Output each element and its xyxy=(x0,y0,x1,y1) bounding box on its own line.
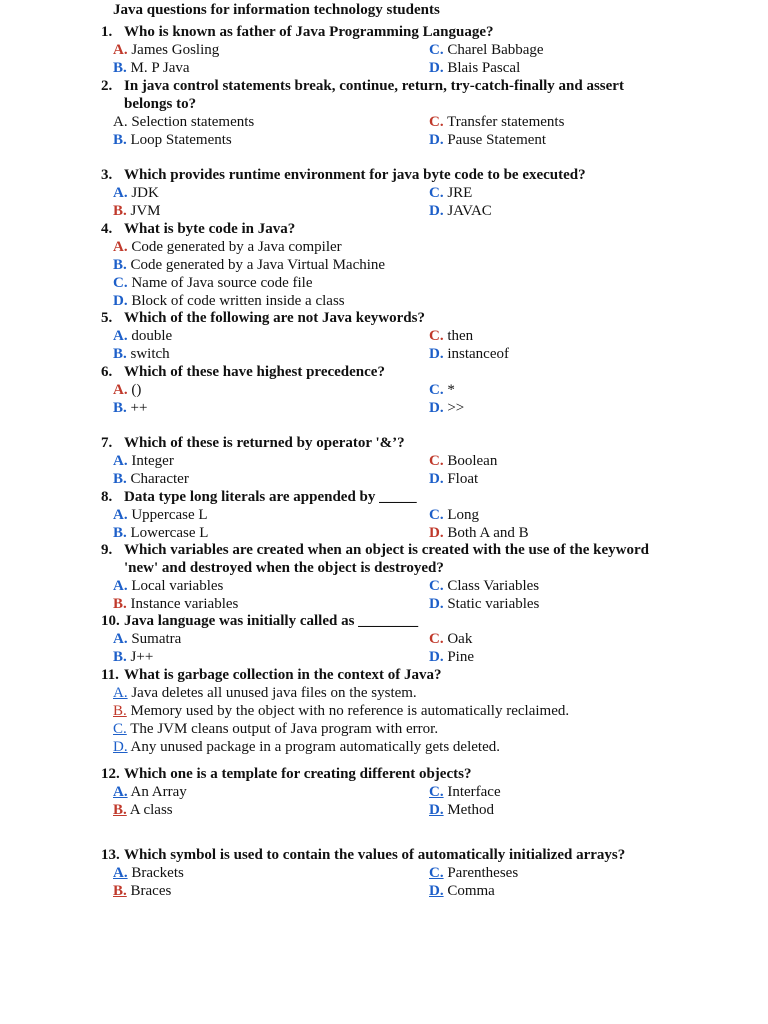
option-text: switch xyxy=(130,346,170,362)
option-c xyxy=(429,452,497,470)
option-letter: D. xyxy=(113,293,128,309)
option-text: Integer xyxy=(131,453,174,469)
option-letter: A. xyxy=(113,382,128,398)
option-d xyxy=(429,882,495,900)
option-d xyxy=(429,345,509,363)
option-letter: C. xyxy=(429,382,444,398)
option-text: Local variables xyxy=(131,578,224,594)
question-number: 11. xyxy=(101,667,119,683)
question-heading xyxy=(0,220,768,238)
question-number: 7. xyxy=(101,435,113,451)
question-text: Which variables are created when an object is created with the use of the keyword 'new' and destroyed when the object is destroyed? xyxy=(124,542,649,576)
option-letter: B. xyxy=(113,60,127,76)
option-text: Character xyxy=(130,471,189,487)
option-text: Brackets xyxy=(131,865,184,881)
option-letter: A. xyxy=(113,453,128,469)
question-text: Which one is a template for creating different objects? xyxy=(124,766,472,782)
option-text: then xyxy=(447,328,474,344)
option-text: JVM xyxy=(130,203,161,219)
option-letter: C. xyxy=(113,275,128,291)
option-d xyxy=(429,399,464,417)
option-text: Instance variables xyxy=(130,596,239,612)
option-letter: A. xyxy=(113,42,128,58)
option-c xyxy=(429,630,472,648)
question-9 xyxy=(0,541,768,612)
option-d xyxy=(113,738,500,756)
option-text: Static variables xyxy=(447,596,540,612)
option-text: Interface xyxy=(447,784,501,800)
question-number: 6. xyxy=(101,364,113,380)
option-c xyxy=(429,184,472,202)
option-letter: C. xyxy=(429,453,444,469)
option-a xyxy=(113,452,174,470)
option-letter: A. xyxy=(113,685,128,701)
option-b xyxy=(113,399,147,417)
question-heading xyxy=(0,363,768,381)
option-letter: D. xyxy=(429,596,444,612)
option-text: Charel Babbage xyxy=(447,42,544,58)
option-letter: D. xyxy=(429,60,444,76)
option-letter: C. xyxy=(429,185,444,201)
option-c xyxy=(113,720,438,738)
option-text: Name of Java source code file xyxy=(131,275,313,291)
option-text: JDK xyxy=(131,185,159,201)
option-text: The JVM cleans output of Java program with error. xyxy=(130,721,439,737)
option-text: Both A and B xyxy=(447,525,529,541)
question-heading xyxy=(0,541,768,577)
option-text: Parentheses xyxy=(447,865,519,881)
question-11 xyxy=(0,666,768,755)
option-text: Braces xyxy=(130,883,172,899)
option-letter: D. xyxy=(429,132,444,148)
option-a xyxy=(113,506,208,524)
question-number: 5. xyxy=(101,310,113,326)
option-text: Memory used by the object with no reference is automatically reclaimed. xyxy=(130,703,570,719)
option-letter: C. xyxy=(429,578,444,594)
option-a xyxy=(113,684,417,702)
option-letter: B. xyxy=(113,802,127,818)
option-a xyxy=(113,113,254,131)
option-letter: B. xyxy=(113,400,127,416)
option-text: ++ xyxy=(130,400,148,416)
option-letter: D. xyxy=(429,802,444,818)
option-letter: C. xyxy=(429,42,444,58)
option-c xyxy=(113,274,313,292)
option-d xyxy=(113,292,345,310)
option-text: A class xyxy=(129,802,173,818)
question-number: 10. xyxy=(101,613,120,629)
option-c xyxy=(429,113,564,131)
option-text: Block of code written inside a class xyxy=(131,293,345,309)
option-b xyxy=(113,345,170,363)
option-d xyxy=(429,801,494,819)
option-text: Transfer statements xyxy=(447,114,565,130)
option-a xyxy=(113,238,342,256)
question-heading xyxy=(0,488,768,506)
option-c xyxy=(429,783,501,801)
option-d xyxy=(429,202,492,220)
option-a xyxy=(113,381,141,399)
question-8 xyxy=(0,488,768,541)
option-b xyxy=(113,702,569,720)
option-d xyxy=(429,524,529,542)
option-b xyxy=(113,882,171,900)
question-heading xyxy=(0,846,768,864)
option-b xyxy=(113,59,190,77)
question-number: 9. xyxy=(101,542,113,558)
option-letter: C. xyxy=(429,784,444,800)
option-letter: A. xyxy=(113,114,128,130)
option-letter: B. xyxy=(113,257,127,273)
option-letter: A. xyxy=(113,328,128,344)
option-c xyxy=(429,864,518,882)
question-text: Which of these is returned by operator '&’? xyxy=(124,435,405,451)
option-a xyxy=(113,864,184,882)
option-letter: A. xyxy=(113,784,128,800)
option-d xyxy=(429,59,520,77)
document-title: Java questions for information technology students xyxy=(113,2,440,18)
option-letter: B. xyxy=(113,525,127,541)
option-a xyxy=(113,577,223,595)
option-text: An Array xyxy=(130,784,187,800)
option-text: Pause Statement xyxy=(447,132,547,148)
option-letter: D. xyxy=(429,400,444,416)
option-letter: A. xyxy=(113,239,128,255)
option-c xyxy=(429,381,455,399)
option-letter: B. xyxy=(113,596,127,612)
option-text: Any unused package in a program automatically gets deleted. xyxy=(130,739,500,755)
question-10 xyxy=(0,612,768,665)
option-a xyxy=(113,783,187,801)
question-number: 3. xyxy=(101,167,113,183)
option-letter: B. xyxy=(113,703,127,719)
option-letter: C. xyxy=(429,865,444,881)
question-text: What is byte code in Java? xyxy=(124,221,296,237)
question-number: 12. xyxy=(101,766,120,782)
question-number: 1. xyxy=(101,24,113,40)
question-7 xyxy=(0,434,768,487)
question-heading xyxy=(0,765,768,783)
question-heading xyxy=(0,309,768,327)
question-heading xyxy=(0,23,768,41)
option-text: JAVAC xyxy=(447,203,492,219)
option-a xyxy=(113,41,219,59)
option-letter: A. xyxy=(113,507,128,523)
question-heading xyxy=(0,612,768,630)
option-letter: D. xyxy=(429,346,444,362)
option-letter: B. xyxy=(113,346,127,362)
option-d xyxy=(429,595,539,613)
option-letter: B. xyxy=(113,649,127,665)
option-text: JRE xyxy=(447,185,473,201)
option-letter: A. xyxy=(113,865,128,881)
option-letter: D. xyxy=(429,883,444,899)
option-text: double xyxy=(131,328,173,344)
option-letter: C. xyxy=(429,507,444,523)
option-text: Boolean xyxy=(447,453,498,469)
option-text: () xyxy=(131,382,142,398)
option-text: >> xyxy=(447,400,465,416)
option-letter: C. xyxy=(429,114,444,130)
option-text: Oak xyxy=(447,631,473,647)
option-text: Long xyxy=(447,507,480,523)
option-letter: C. xyxy=(429,328,444,344)
option-text: Loop Statements xyxy=(130,132,232,148)
question-text: Which symbol is used to contain the values of automatically initialized arrays? xyxy=(124,847,626,863)
option-a xyxy=(113,327,172,345)
option-text: Class Variables xyxy=(447,578,540,594)
question-6 xyxy=(0,363,768,416)
option-c xyxy=(429,327,473,345)
option-b xyxy=(113,524,208,542)
option-letter: D. xyxy=(113,739,128,755)
option-d xyxy=(429,470,478,488)
option-letter: D. xyxy=(429,471,444,487)
option-letter: A. xyxy=(113,185,128,201)
option-a xyxy=(113,184,159,202)
question-12 xyxy=(0,765,768,818)
question-4 xyxy=(0,220,768,309)
option-letter: C. xyxy=(113,721,127,737)
option-text: Uppercase L xyxy=(131,507,208,523)
option-c xyxy=(429,506,479,524)
question-text: Which provides runtime environment for java byte code to be executed? xyxy=(124,167,586,183)
option-text: Code generated by a Java Virtual Machine xyxy=(130,257,386,273)
option-letter: B. xyxy=(113,471,127,487)
option-text: Pine xyxy=(447,649,475,665)
question-text: Data type long literals are appended by _____ xyxy=(124,489,417,505)
option-b xyxy=(113,202,161,220)
option-letter: B. xyxy=(113,203,127,219)
option-text: Method xyxy=(447,802,495,818)
option-d xyxy=(429,648,474,666)
option-text: Selection statements xyxy=(131,114,255,130)
question-number: 4. xyxy=(101,221,113,237)
option-text: Comma xyxy=(447,883,495,899)
option-text: Code generated by a Java compiler xyxy=(131,239,342,255)
option-text: Blais Pascal xyxy=(447,60,521,76)
option-text: instanceof xyxy=(447,346,509,362)
option-letter: A. xyxy=(113,631,128,647)
option-c xyxy=(429,577,539,595)
question-heading xyxy=(0,666,768,684)
question-heading xyxy=(0,77,768,113)
question-2 xyxy=(0,77,768,148)
question-13 xyxy=(0,846,768,899)
option-d xyxy=(429,131,546,149)
question-3 xyxy=(0,166,768,219)
option-text: J++ xyxy=(130,649,154,665)
question-number: 13. xyxy=(101,847,120,863)
option-b xyxy=(113,256,385,274)
option-text: M. P Java xyxy=(130,60,190,76)
option-letter: D. xyxy=(429,525,444,541)
question-number: 8. xyxy=(101,489,113,505)
option-text: Float xyxy=(447,471,479,487)
option-c xyxy=(429,41,544,59)
option-text: Java deletes all unused java files on the system. xyxy=(131,685,417,701)
option-b xyxy=(113,131,232,149)
option-b xyxy=(113,648,153,666)
question-heading xyxy=(0,166,768,184)
question-number: 2. xyxy=(101,78,113,94)
option-a xyxy=(113,630,181,648)
question-text: What is garbage collection in the context of Java? xyxy=(124,667,442,683)
question-5 xyxy=(0,309,768,362)
option-letter: D. xyxy=(429,649,444,665)
question-1 xyxy=(0,23,768,76)
option-letter: A. xyxy=(113,578,128,594)
question-text: Which of these have highest precedence? xyxy=(124,364,385,380)
question-text: Java language was initially called as ________ xyxy=(124,613,419,629)
option-text: Lowercase L xyxy=(130,525,209,541)
option-b xyxy=(113,595,238,613)
option-text: * xyxy=(447,382,455,398)
option-b xyxy=(113,801,173,819)
option-b xyxy=(113,470,189,488)
question-text: In java control statements break, continue, return, try-catch-finally and assert belongs to? xyxy=(124,78,624,112)
question-text: Who is known as father of Java Programming Language? xyxy=(124,24,494,40)
option-text: Sumatra xyxy=(131,631,182,647)
option-text: James Gosling xyxy=(131,42,220,58)
option-letter: B. xyxy=(113,883,127,899)
question-text: Which of the following are not Java keywords? xyxy=(124,310,425,326)
question-heading xyxy=(0,434,768,452)
option-letter: C. xyxy=(429,631,444,647)
option-letter: B. xyxy=(113,132,127,148)
option-letter: D. xyxy=(429,203,444,219)
